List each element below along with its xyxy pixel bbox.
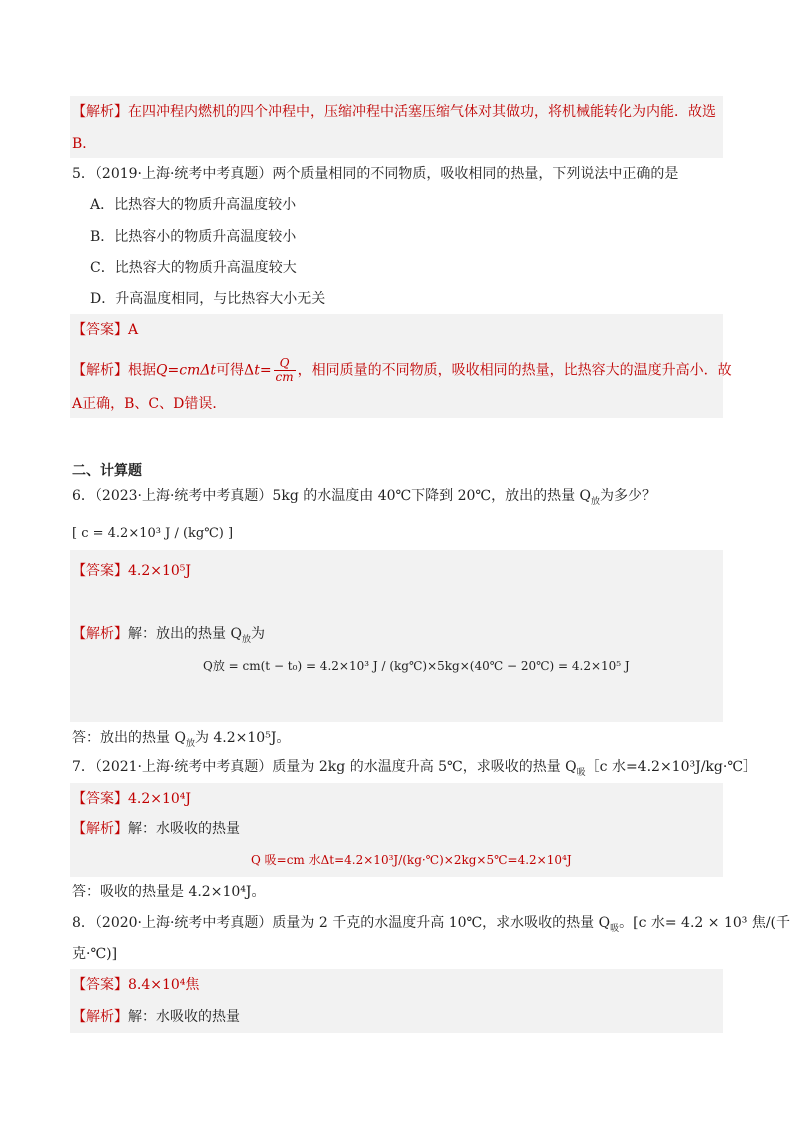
analysis-line (72, 819, 240, 839)
question-5-stem: 5．（2019·上海·统考中考真题）两个质量相同的不同物质，吸收相同的热量，下列说法中正确的是 (72, 166, 679, 182)
analysis-line (72, 1007, 240, 1027)
question-text: 为多少？ (600, 488, 657, 504)
answer-line (72, 320, 138, 340)
option-d: D．升高温度相同，与比热容大小无关 (90, 291, 326, 307)
answer-tag: 【答案】 (72, 563, 128, 579)
answer-value: 4.2×10⁵J (128, 563, 192, 579)
analysis-continuation (72, 394, 226, 414)
analysis-cont-text: B． (72, 136, 97, 152)
analysis-text: 为 (250, 626, 265, 642)
answer-line (72, 789, 191, 809)
answer-value: A (128, 322, 139, 338)
analysis-tag: 【解析】 (72, 1009, 128, 1025)
subscript: 吸 (576, 767, 586, 778)
fraction-denominator: cm (275, 370, 294, 384)
subscript: 放 (591, 496, 601, 507)
given-constant: [ c = 4.2×10³ J / (kg℃) ] (72, 526, 234, 541)
analysis-line (72, 102, 716, 122)
analysis-text: ，相同质量的不同物质，吸收相同的热量，比热容大的温度升高小．故 (297, 362, 732, 379)
conclusion-text: 答：放出的热量 Q (72, 730, 186, 746)
question-6-stem (72, 486, 656, 512)
fraction (274, 357, 296, 384)
question-text: 6．（2023·上海·统考中考真题）5kg 的水温度由 40℃下降到 20℃，放出的热量 Q (72, 488, 592, 504)
analysis-text: 在四冲程内燃机的四个冲程中，压缩冲程中活塞压缩气体对其做功，将机械能转化为内能．故选 (128, 104, 716, 120)
section-title: 二、计算题 (72, 463, 142, 479)
option-a: A．比热容大的物质升高温度较小 (90, 197, 297, 213)
answer-line (72, 561, 191, 581)
subscript: 放 (241, 634, 251, 645)
analysis-tag: 【解析】 (72, 362, 128, 379)
analysis-text: 根据 (128, 362, 156, 379)
analysis-continuation (72, 134, 96, 154)
option-c: C．比热容大的物质升高温度较大 (90, 260, 297, 276)
equation: Q放 = cm(t − t₀) = 4.2×10³ J / (kg℃)×5kg×(40℃ − 20℃) = 4.2×10⁵ J (203, 659, 630, 673)
analysis-tag: 【解析】 (72, 626, 128, 642)
question-text: 。[c 水= 4.2 × 10³ 焦/(千 (619, 915, 791, 931)
conclusion-text: 为 4.2×10⁵J。 (194, 730, 291, 746)
question-text: 8．（2020·上海·统考中考真题）质量为 2 千克的水温度升高 10℃，求水吸收的热量 Q (72, 915, 611, 931)
answer-value: 8.4×10⁴焦 (128, 977, 200, 993)
subscript: 放 (185, 738, 195, 749)
analysis-cont-text: A正确，B、C、D错误． (72, 396, 227, 412)
question-text: 7．（2021·上海·统考中考真题）质量为 2kg 的水温度升高 5℃，求吸收的热量 Q (72, 759, 577, 775)
analysis-line (72, 357, 732, 384)
answer-value: 4.2×10⁴J (128, 791, 192, 807)
analysis-text: 解：水吸收的热量 (128, 1009, 240, 1025)
analysis-text: 解：放出的热量 Q (128, 626, 242, 642)
analysis-line (72, 624, 265, 650)
analysis-text: 解：水吸收的热量 (128, 821, 240, 837)
answer-tag: 【答案】 (72, 791, 128, 807)
answer-line (72, 975, 199, 995)
conclusion: 答：吸收的热量是 4.2×10⁴J。 (72, 884, 266, 900)
question-text: ［c 水=4.2×10³J/kg·℃］ (585, 759, 757, 775)
analysis-text: 可得Δ (216, 362, 255, 379)
formula: Q=cmΔt (156, 362, 217, 379)
formula: t= (254, 362, 272, 379)
analysis-tag: 【解析】 (72, 821, 128, 837)
analysis-tag: 【解析】 (72, 104, 128, 120)
question-8-stem (72, 913, 790, 939)
fraction-numerator: Q (274, 357, 296, 371)
option-b: B．比热容小的物质升高温度较小 (90, 229, 297, 245)
conclusion (72, 728, 290, 754)
question-8-continuation: 克·℃)] (72, 946, 118, 962)
question-7-stem (72, 757, 757, 783)
answer-tag: 【答案】 (72, 322, 128, 338)
answer-tag: 【答案】 (72, 977, 128, 993)
equation: Q 吸=cm 水Δt=4.2×10³J/(kg·℃)×2kg×5℃=4.2×10⁴J (251, 853, 572, 867)
subscript: 吸 (610, 923, 620, 934)
